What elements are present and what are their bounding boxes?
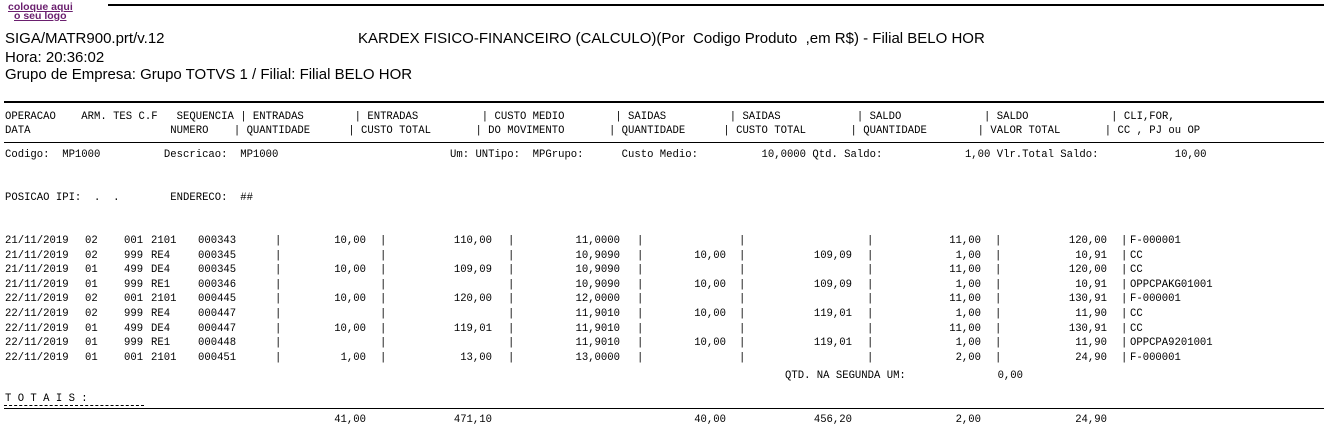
column-separator: |: [739, 235, 746, 247]
row-date: 22/11/2019: [5, 308, 69, 320]
header-rule: [4, 101, 1324, 103]
total-outputs-cost: 456,20: [813, 414, 852, 426]
column-separator: |: [637, 351, 644, 364]
logo-line-2: o seu logo: [14, 10, 67, 22]
row-sequence: 000345: [198, 249, 237, 262]
column-separator: |: [995, 337, 1002, 350]
column-separator: |: [995, 264, 1002, 277]
row-tes: 999: [124, 278, 144, 291]
column-separator: |: [1121, 308, 1128, 320]
row-reference: CC: [1130, 322, 1143, 335]
column-separator: |: [1121, 293, 1128, 306]
row-sequence: 000451: [198, 351, 237, 364]
column-separator: |: [275, 235, 282, 247]
row-reference: F-000001: [1130, 235, 1181, 247]
column-separator: |: [637, 322, 644, 335]
column-separator: |: [380, 337, 387, 350]
row-entry-qty: 10,00: [334, 264, 366, 277]
row-balance-value: 130,91: [1068, 293, 1107, 306]
row-cf: 2101: [151, 293, 177, 306]
row-balance-qty: 1,00: [955, 308, 981, 320]
column-separator: |: [380, 235, 387, 247]
column-separator: |: [867, 351, 874, 364]
column-separator: |: [1121, 235, 1128, 247]
column-separator: |: [867, 322, 874, 335]
column-separator: |: [739, 308, 746, 320]
column-separator: |: [637, 308, 644, 320]
company-logo-placeholder: [8, 3, 108, 23]
row-balance-qty: 11,00: [949, 322, 981, 335]
column-separator: |: [1121, 249, 1128, 262]
column-separator: |: [508, 278, 515, 291]
logo-line-1: coloque aqui: [8, 1, 73, 13]
column-separator: |: [637, 278, 644, 291]
column-separator: |: [867, 249, 874, 262]
row-date: 22/11/2019: [5, 351, 69, 364]
column-separator: |: [995, 308, 1002, 320]
row-entry-qty: 1,00: [340, 351, 366, 364]
column-separator: |: [995, 293, 1002, 306]
row-entry-cost: 119,01: [453, 322, 492, 335]
row-entry-cost: 110,00: [453, 235, 492, 247]
column-separator: |: [275, 249, 282, 262]
column-separator: |: [867, 308, 874, 320]
row-cf: RE1: [151, 337, 171, 350]
column-separator: |: [995, 278, 1002, 291]
row-date: 21/11/2019: [5, 264, 69, 277]
row-output-qty: 10,00: [694, 249, 726, 262]
column-separator: |: [1121, 264, 1128, 277]
row-avg-cost: 10,9090: [575, 278, 620, 291]
column-separator: |: [995, 351, 1002, 364]
row-output-qty: 10,00: [694, 278, 726, 291]
row-avg-cost: 11,0000: [575, 235, 620, 247]
column-separator: |: [380, 322, 387, 335]
row-avg-cost: 11,9010: [575, 337, 620, 350]
column-separator: |: [380, 308, 387, 320]
row-tes: 499: [124, 264, 144, 277]
column-separator: |: [637, 264, 644, 277]
column-separator: |: [275, 351, 282, 364]
total-outputs-qty: 40,00: [694, 414, 726, 426]
row-warehouse: 01: [85, 278, 98, 291]
column-separator: |: [867, 293, 874, 306]
row-cf: DE4: [151, 322, 171, 335]
row-output-cost: 119,01: [813, 337, 852, 350]
row-balance-value: 10,91: [1075, 278, 1107, 291]
row-avg-cost: 10,9090: [575, 264, 620, 277]
row-tes: 999: [124, 337, 144, 350]
row-balance-value: 10,91: [1075, 249, 1107, 262]
column-separator: |: [867, 235, 874, 247]
row-sequence: 000445: [198, 293, 237, 306]
column-separator: |: [1121, 351, 1128, 364]
row-balance-value: 11,90: [1075, 337, 1107, 350]
column-separator: |: [637, 249, 644, 262]
row-date: 22/11/2019: [5, 322, 69, 335]
row-date: 22/11/2019: [5, 293, 69, 306]
row-tes: 001: [124, 351, 144, 364]
column-separator: |: [739, 337, 746, 350]
column-headers-line-2: DATA NUMERO | QUANTIDADE | CUSTO TOTAL | DO MOVIMENTO | QUANTIDADE | CUSTO TOTAL | QUANTIDADE | VALOR TOTAL | CC , PJ ou OP: [5, 125, 1201, 137]
column-separator: |: [508, 322, 515, 335]
column-separator: |: [508, 235, 515, 247]
row-cf: DE4: [151, 264, 171, 277]
column-separator: |: [867, 264, 874, 277]
report-title: KARDEX FISICO-FINANCEIRO (CALCULO)(Por Codigo Produto ,em R$) - Filial BELO HOR: [358, 30, 985, 47]
column-separator: |: [380, 351, 387, 364]
total-entries-qty: 41,00: [334, 414, 366, 426]
row-balance-qty: 11,00: [949, 264, 981, 277]
row-reference: CC: [1130, 308, 1143, 320]
program-name: SIGA/MATR900.prt/v.12: [5, 30, 165, 47]
row-cf: 2101: [151, 351, 177, 364]
column-separator: |: [995, 322, 1002, 335]
row-tes: 999: [124, 249, 144, 262]
row-sequence: 000345: [198, 264, 237, 277]
column-separator: |: [380, 293, 387, 306]
row-date: 22/11/2019: [5, 337, 69, 350]
column-separator: |: [508, 249, 515, 262]
column-separator: |: [739, 351, 746, 364]
totals-label-rule: [4, 405, 144, 406]
column-separator: |: [508, 351, 515, 364]
column-separator: |: [275, 308, 282, 320]
row-sequence: 000448: [198, 337, 237, 350]
total-balance-qty: 2,00: [955, 414, 981, 426]
column-separator: |: [637, 337, 644, 350]
row-sequence: 000346: [198, 278, 237, 291]
row-balance-qty: 2,00: [955, 351, 981, 364]
column-separator: |: [508, 308, 515, 320]
row-tes: 999: [124, 308, 144, 320]
column-separator: |: [1121, 322, 1128, 335]
row-cf: 2101: [151, 235, 177, 247]
totals-label: T O T A I S :: [5, 393, 88, 405]
column-headers-line-1: OPERACAO ARM. TES C.F SEQUENCIA | ENTRADAS | ENTRADAS | CUSTO MEDIO | SAIDAS | SAIDAS | SALDO | SALDO | CLI,FOR,: [5, 111, 1175, 123]
row-reference: OPPCPAKG01001: [1130, 278, 1213, 291]
row-entry-qty: 10,00: [334, 293, 366, 306]
row-output-qty: 10,00: [694, 337, 726, 350]
row-avg-cost: 11,9010: [575, 322, 620, 335]
total-entries-cost: 471,10: [453, 414, 492, 426]
row-warehouse: 01: [85, 264, 98, 277]
column-separator: |: [380, 249, 387, 262]
column-separator: |: [995, 235, 1002, 247]
row-balance-value: 130,91: [1068, 322, 1107, 335]
row-cf: RE4: [151, 249, 171, 262]
row-avg-cost: 12,0000: [575, 293, 620, 306]
row-output-cost: 119,01: [813, 308, 852, 320]
row-reference: OPPCPA9201001: [1130, 337, 1213, 350]
row-reference: F-000001: [1130, 293, 1181, 306]
row-avg-cost: 11,9010: [575, 308, 620, 320]
column-separator: |: [739, 293, 746, 306]
row-reference: CC: [1130, 249, 1143, 262]
row-warehouse: 02: [85, 235, 98, 247]
row-warehouse: 01: [85, 337, 98, 350]
row-tes: 001: [124, 235, 144, 247]
report-time: Hora: 20:36:02: [5, 49, 105, 66]
row-balance-qty: 1,00: [955, 249, 981, 262]
row-balance-value: 120,00: [1068, 235, 1107, 247]
column-separator: |: [275, 337, 282, 350]
product-info-line: Codigo: MP1000 Descricao: MP1000 Um: UNTipo: MPGrupo: Custo Medio: 10,0000 Qtd. Saldo: 1,00 Vlr.Total Saldo: 10,00: [5, 149, 1207, 161]
row-balance-qty: 11,00: [949, 293, 981, 306]
row-warehouse: 02: [85, 308, 98, 320]
columns-rule: [4, 142, 1324, 143]
row-entry-qty: 10,00: [334, 322, 366, 335]
ipi-position-line: POSICAO IPI: . . ENDERECO: ##: [5, 192, 253, 204]
second-um-value: 0,00: [997, 370, 1023, 382]
second-um-label: QTD. NA SEGUNDA UM:: [785, 370, 906, 382]
row-sequence: 000447: [198, 308, 237, 320]
row-warehouse: 01: [85, 322, 98, 335]
row-warehouse: 02: [85, 249, 98, 262]
row-entry-qty: 10,00: [334, 235, 366, 247]
column-separator: |: [275, 264, 282, 277]
row-balance-value: 120,00: [1068, 264, 1107, 277]
column-separator: |: [1121, 337, 1128, 350]
row-output-cost: 109,09: [813, 278, 852, 291]
column-separator: |: [637, 293, 644, 306]
top-rule: [108, 4, 1324, 6]
row-entry-cost: 13,00: [460, 351, 492, 364]
row-sequence: 000447: [198, 322, 237, 335]
column-separator: |: [380, 264, 387, 277]
column-separator: |: [508, 337, 515, 350]
column-separator: |: [1121, 278, 1128, 291]
column-separator: |: [867, 337, 874, 350]
total-balance-value: 24,90: [1075, 414, 1107, 426]
row-avg-cost: 13,0000: [575, 351, 620, 364]
row-balance-qty: 1,00: [955, 278, 981, 291]
row-output-qty: 10,00: [694, 308, 726, 320]
row-tes: 499: [124, 322, 144, 335]
row-tes: 001: [124, 293, 144, 306]
totals-rule: [4, 408, 1324, 409]
column-separator: |: [739, 249, 746, 262]
column-separator: |: [867, 278, 874, 291]
row-sequence: 000343: [198, 235, 237, 247]
row-balance-value: 24,90: [1075, 351, 1107, 364]
column-separator: |: [275, 293, 282, 306]
row-date: 21/11/2019: [5, 235, 69, 247]
row-cf: RE1: [151, 278, 171, 291]
column-separator: |: [508, 293, 515, 306]
column-separator: |: [508, 264, 515, 277]
company-group: Grupo de Empresa: Grupo TOTVS 1 / Filial: Filial BELO HOR: [5, 66, 413, 83]
row-reference: CC: [1130, 264, 1143, 277]
row-balance-value: 11,90: [1075, 308, 1107, 320]
column-separator: |: [275, 278, 282, 291]
row-balance-qty: 11,00: [949, 235, 981, 247]
row-output-cost: 109,09: [813, 249, 852, 262]
column-separator: |: [637, 235, 644, 247]
row-entry-cost: 109,09: [453, 264, 492, 277]
row-cf: RE4: [151, 308, 171, 320]
column-separator: |: [739, 322, 746, 335]
row-date: 21/11/2019: [5, 249, 69, 262]
column-separator: |: [380, 278, 387, 291]
row-warehouse: 02: [85, 293, 98, 306]
row-warehouse: 01: [85, 351, 98, 364]
row-avg-cost: 10,9090: [575, 249, 620, 262]
row-reference: F-000001: [1130, 351, 1181, 364]
column-separator: |: [739, 278, 746, 291]
row-date: 21/11/2019: [5, 278, 69, 291]
column-separator: |: [995, 249, 1002, 262]
column-separator: |: [739, 264, 746, 277]
row-balance-qty: 1,00: [955, 337, 981, 350]
column-separator: |: [275, 322, 282, 335]
row-entry-cost: 120,00: [453, 293, 492, 306]
